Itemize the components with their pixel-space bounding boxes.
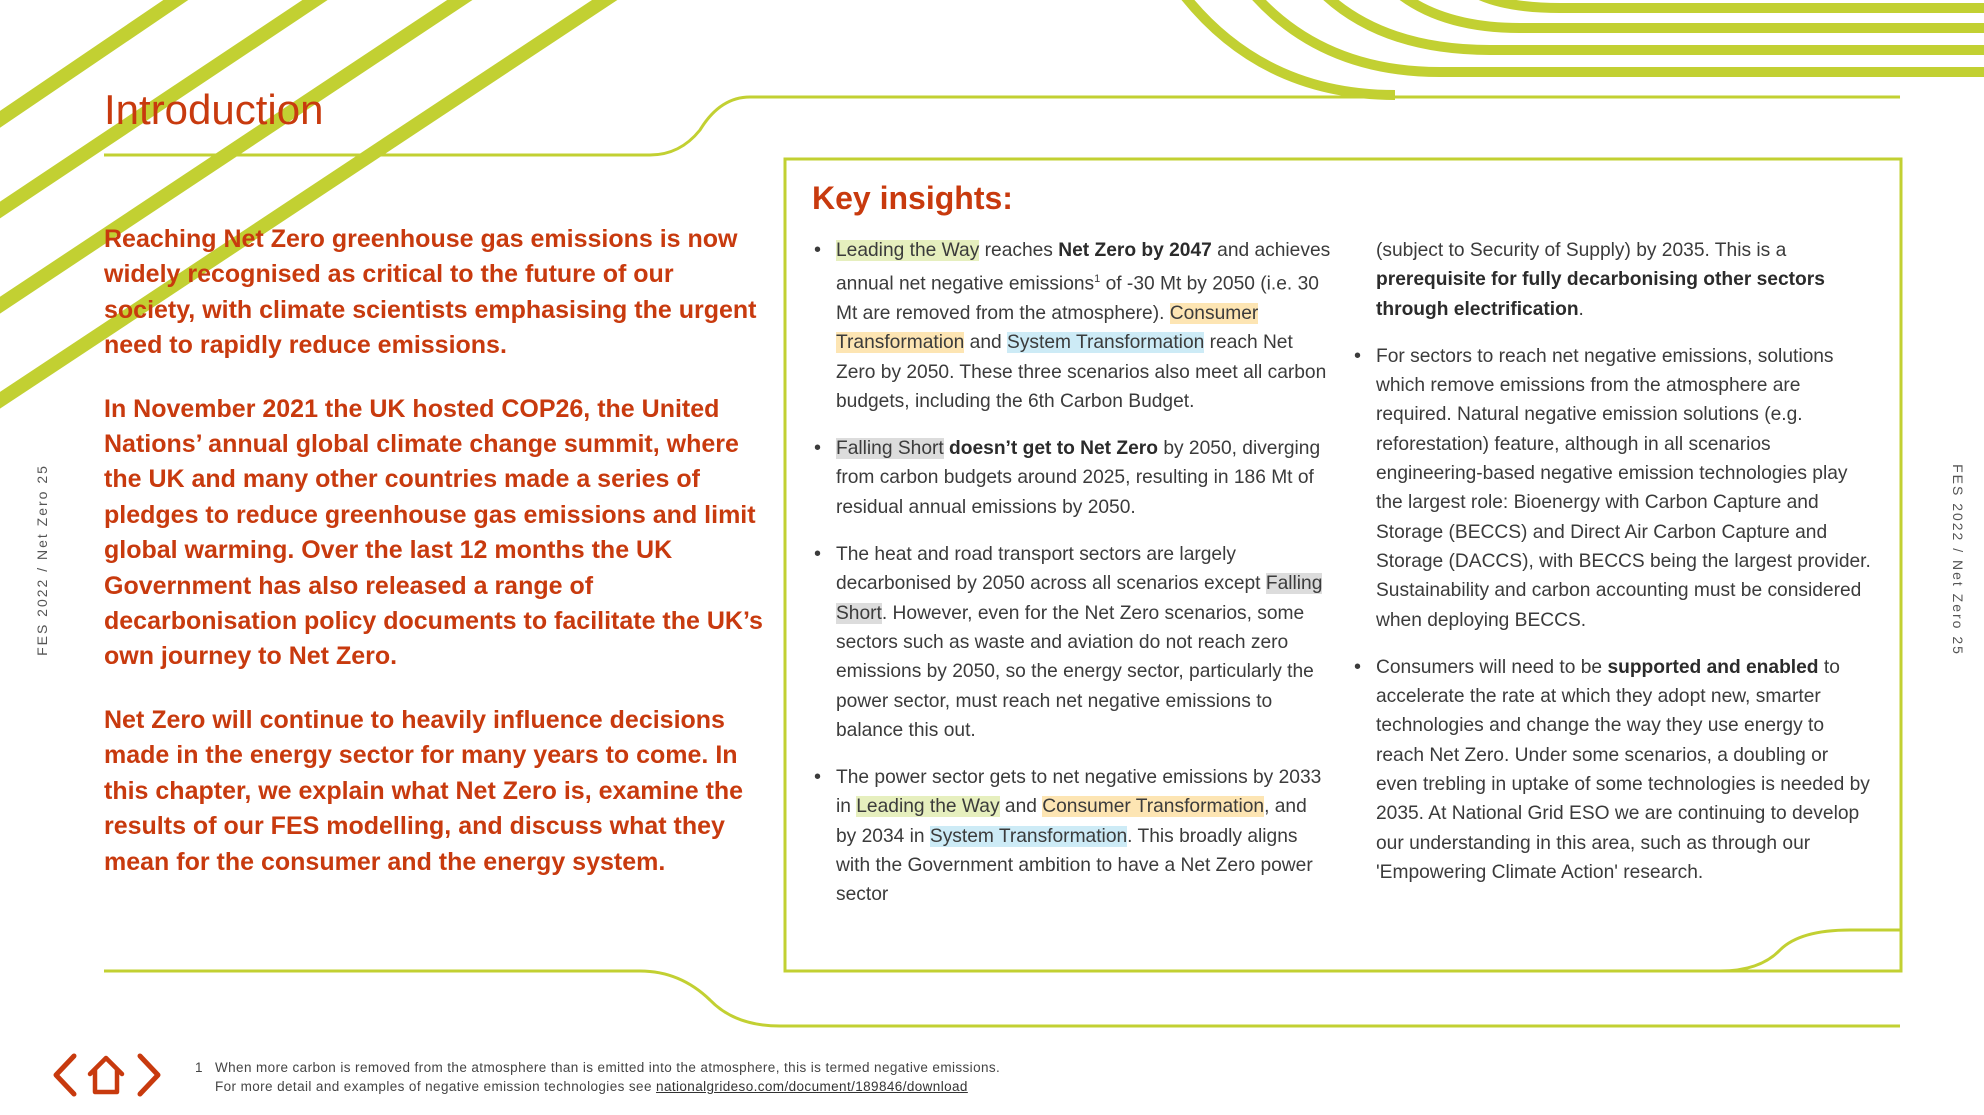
page-title: Introduction — [104, 86, 324, 133]
insight-text: and — [999, 796, 1043, 818]
scenario-consumer-transformation: Consumer Transformation — [1042, 796, 1265, 818]
insight-text: . This broadly aligns with the Government ambition to have a Net Zero power sector — [836, 825, 1313, 906]
intro-paragraph: Reaching Net Zero greenhouse gas emissions is now widely recognised as critical to the future of our society, with climate scientists emphasising the urgent need to rapidly reduce emissions. — [104, 225, 757, 360]
key-insights-column-1 — [812, 236, 1332, 928]
insight-text: . However, even for the Net Zero scenarios, some sectors such as waste and aviation do not reach zero emissions by 2050, so the energy sector, particularly the power sector, must reach net negative emissions to balance this out. — [836, 602, 1314, 741]
insight-text: , and by 2034 in — [836, 796, 1307, 847]
insight-text: For sectors to reach net negative emissions, solutions which remove emissions from the atmosphere are required. Natural negative emission solutions (e.g. reforestation) feature, although in all scenarios engineering-based negative emission technologies play the largest role: Bioenergy with Carbon Capture and Storage (BECCS) and Direct Air Carbon Capture and Storage (DACCS), with BECCS being the largest provider. Sustainability and carbon accounting must be considered when deploying BECCS. — [1376, 345, 1871, 631]
scenario-consumer-transformation: Consumer Transformation — [836, 302, 1259, 354]
insight-text: . — [1578, 298, 1584, 320]
scenario-leading-the-way: Leading the Way — [856, 796, 1000, 818]
footnote-line — [215, 1077, 1000, 1096]
scenario-falling-short: Falling Short — [836, 573, 1323, 624]
intro-text — [104, 222, 764, 908]
footnote-line: When more carbon is removed from the atmosphere than is emitted into the atmosphere, this is termed negative emissions. — [215, 1060, 1001, 1075]
chevron-right-icon[interactable] — [134, 1052, 166, 1098]
scenario-system-transformation: System Transformation — [929, 825, 1128, 847]
insight-item — [812, 540, 1332, 745]
key-insights-column-2 — [1352, 236, 1872, 905]
insight-emphasis: Net Zero by 2047 — [1058, 240, 1212, 261]
insight-emphasis: supported and enabled — [1607, 656, 1819, 678]
insight-emphasis: prerequisite for fully decarbonising other sectors through electrification — [1376, 269, 1825, 320]
scenario-falling-short: Falling Short — [836, 438, 944, 460]
insight-text: The heat and road transport sectors are largely decarbonised by 2050 across all scenarios except — [836, 544, 1266, 595]
bullet-icon: • — [814, 239, 822, 261]
insight-item — [812, 236, 1332, 416]
insight-item — [812, 434, 1332, 522]
footnote-text: For more detail and examples of negative emission technologies see — [215, 1079, 657, 1094]
footnote-link[interactable]: nationalgrideso.com/document/189846/download — [656, 1079, 968, 1094]
footnote — [195, 1058, 1000, 1096]
insight-text: (subject to Security of Supply) by 2035. This is a — [1376, 240, 1787, 261]
intro-paragraph: In November 2021 the UK hosted COP26, the United Nations’ annual global climate change summit, where the UK and many other countries made a series of pledges to reduce greenhouse gas emissions and limit global warming. Over the last 12 months the UK Government has also released a range of decarbonisation policy documents to facilitate the UK’s own journey to Net Zero. — [104, 394, 763, 671]
scenario-leading-the-way: Leading the Way — [836, 240, 980, 261]
home-icon[interactable] — [86, 1052, 126, 1098]
bullet-icon: • — [814, 543, 822, 566]
page-label-right: FES 2022 / Net Zero 25 — [1950, 464, 1966, 656]
bullet-icon: • — [814, 766, 822, 789]
key-insights-title: Key insights: — [812, 180, 1013, 216]
insight-text: The power sector gets to net negative emissions by 2033 in — [836, 767, 1322, 818]
insight-item — [1352, 653, 1872, 887]
insight-item — [812, 763, 1332, 909]
insight-text: reach Net Zero by 2050. These three scenarios also meet all carbon budgets, including the 6th Carbon Budget. — [836, 332, 1327, 412]
insight-text: and achieves annual net negative emissions — [836, 240, 1331, 295]
bullet-icon: • — [814, 437, 822, 460]
insight-text: by 2050, diverging from carbon budgets around 2025, resulting in 186 Mt of residual annual emissions by 2050. — [836, 438, 1321, 518]
insight-item — [1352, 342, 1872, 635]
footnote-number: 1 — [195, 1060, 203, 1075]
footnote-ref: 1 — [1094, 273, 1101, 286]
insight-text: of -30 Mt by 2050 (i.e. 30 Mt are removed from the atmosphere). — [836, 273, 1319, 324]
bullet-icon: • — [1354, 344, 1362, 367]
chevron-left-icon[interactable] — [48, 1052, 80, 1098]
insight-text: Consumers will need to be — [1376, 656, 1608, 678]
top-arcs — [1180, 0, 1984, 95]
insight-text: to accelerate the rate at which they adopt new, smarter technologies and change the way they use energy to reach Net Zero. Under some scenarios, a doubling or even trebling in uptake of some technologies is needed by 2035. At National Grid ESO we are continuing to develop our understanding in this area, such as through our 'Empowering Climate Action' research. — [1376, 656, 1870, 883]
page-label-left: FES 2022 / Net Zero 25 — [34, 464, 50, 656]
insight-text: and — [964, 332, 1008, 354]
insight-text: reaches — [979, 240, 1059, 261]
bullet-icon: • — [1354, 655, 1362, 678]
insight-continuation — [1352, 236, 1872, 324]
scenario-system-transformation: System Transformation — [1007, 332, 1205, 354]
intro-paragraph: Net Zero will continue to heavily influence decisions made in the energy sector for many years to come. In this chapter, we explain what Net Zero is, examine the results of our FES modelling, and discuss what they mean for the consumer and the energy system. — [104, 705, 744, 876]
insight-emphasis: doesn’t get to Net Zero — [943, 438, 1158, 460]
